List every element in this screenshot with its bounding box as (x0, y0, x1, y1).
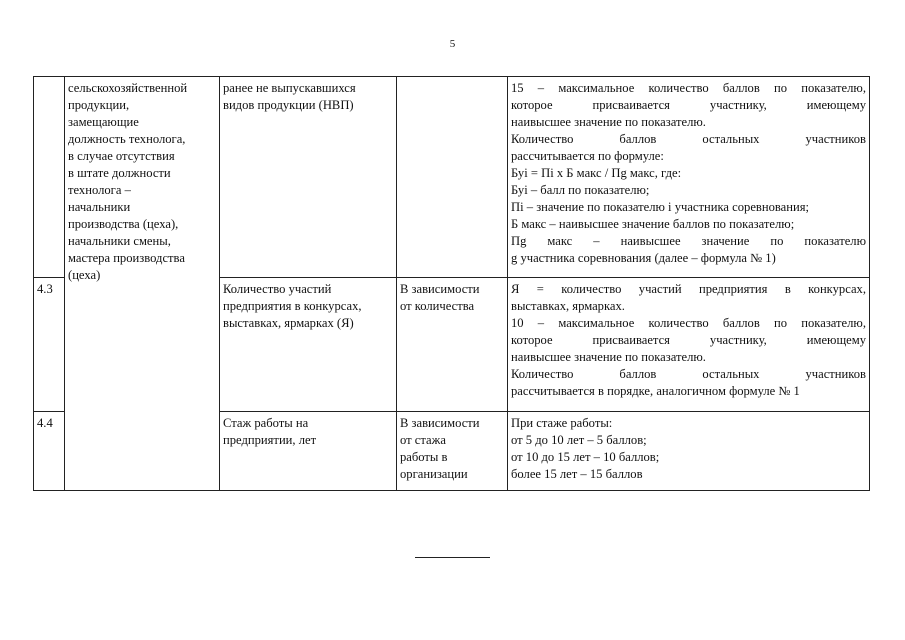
description-cell (508, 77, 870, 278)
indicator-cell (220, 77, 397, 278)
description-line: рассчитывается по формуле: (511, 149, 664, 163)
text-line: В зависимости (400, 416, 480, 430)
description-line: Буi – балл по показателю; (511, 183, 650, 197)
text-line: Стаж работы на (223, 416, 309, 430)
text-line: (цеха) (68, 268, 101, 282)
row-number: 4.3 (34, 278, 65, 412)
text-line: В зависимости (400, 282, 480, 296)
text-line: в случае отсутствия (68, 149, 175, 163)
description-line: 15 – максимальное количество баллов по показателю, (511, 81, 866, 95)
text-line: в штате должности (68, 166, 171, 180)
text-line: видов продукции (НВП) (223, 98, 354, 112)
criteria-table (33, 76, 870, 491)
table-row (34, 77, 870, 278)
text-line: от количества (400, 299, 475, 313)
description-line: Б макс – наивысшее значение баллов по показателю; (511, 217, 795, 231)
text-line: начальники смены, (68, 234, 171, 248)
description-line: от 10 до 15 лет – 10 баллов; (511, 450, 660, 464)
indicator-cell (220, 412, 397, 491)
description-line: При стаже работы: (511, 416, 613, 430)
condition-cell (397, 77, 508, 278)
description-line: которое присваивается участнику, имеющему (511, 333, 866, 347)
text-line: технолога – (68, 183, 131, 197)
text-line: мастера производства (68, 251, 185, 265)
text-line: производства (цеха), (68, 217, 179, 231)
description-cell (508, 412, 870, 491)
description-line: выставках, ярмарках. (511, 299, 625, 313)
description-line: Пi – значение по показателю i участника соревнования; (511, 200, 810, 214)
text-line: организации (400, 467, 468, 481)
row-number (34, 77, 65, 278)
description-line: более 15 лет – 15 баллов (511, 467, 643, 481)
text-line: предприятии, лет (223, 433, 317, 447)
text-line: начальники (68, 200, 131, 214)
description-line: Пg макс – наивысшее значение по показателю (511, 234, 866, 248)
condition-cell (397, 278, 508, 412)
description-cell (508, 278, 870, 412)
description-line: наивысшее значение по показателю. (511, 115, 706, 129)
row-number: 4.4 (34, 412, 65, 491)
description-line: g участника соревнования (далее – формула № 1) (511, 251, 776, 265)
description-line: 10 – максимальное количество баллов по показателю, (511, 316, 866, 330)
description-line: которое присваивается участнику, имеющему (511, 98, 866, 112)
text-line: сельскохозяйственной (68, 81, 188, 95)
text-line: Количество участий (223, 282, 332, 296)
text-line: от стажа (400, 433, 446, 447)
description-line: Я = количество участий предприятия в конкурсах, (511, 282, 866, 296)
text-line: замещающие (68, 115, 139, 129)
page-number: 5 (449, 38, 456, 50)
description-line: рассчитывается в порядке, аналогичном формуле № 1 (511, 384, 800, 398)
text-line: ранее не выпускавшихся (223, 81, 356, 95)
indicator-cell (220, 278, 397, 412)
text-line: должность технолога, (68, 132, 186, 146)
category-cell (65, 77, 220, 491)
text-line: выставках, ярмарках (Я) (223, 316, 354, 330)
description-line: Количество баллов остальных участников (511, 367, 866, 381)
footnote-separator (415, 557, 490, 558)
text-line: предприятия в конкурсах, (223, 299, 362, 313)
description-line: Буi = Пi х Б макс / Пg макс, где: (511, 166, 682, 180)
condition-cell (397, 412, 508, 491)
description-line: Количество баллов остальных участников (511, 132, 866, 146)
text-line: продукции, (68, 98, 130, 112)
text-line: работы в (400, 450, 448, 464)
description-line: наивысшее значение по показателю. (511, 350, 706, 364)
description-line: от 5 до 10 лет – 5 баллов; (511, 433, 647, 447)
